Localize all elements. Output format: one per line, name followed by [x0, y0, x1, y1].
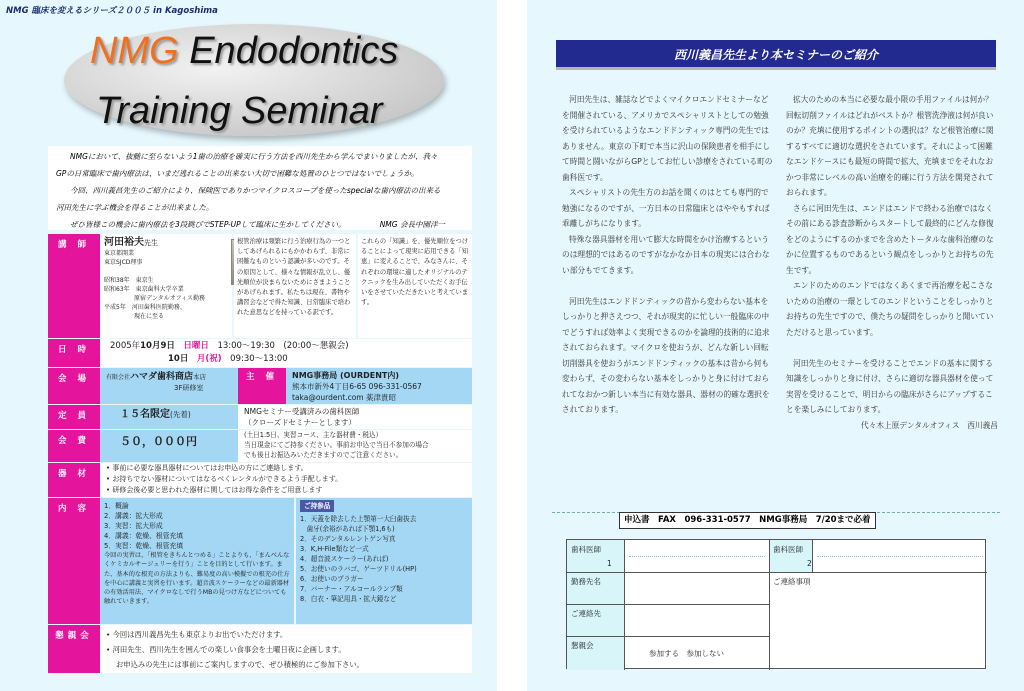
host-name: NMG事務局 (OURDENT内) — [292, 371, 400, 380]
form-doctor2-no: 2 — [807, 559, 812, 568]
equipment-detail — [100, 463, 472, 497]
schedule-date2: 10日 — [168, 354, 189, 364]
message-signature: 代々木上原デンタルオフィス 西川義昌 — [860, 420, 998, 430]
fee-amount-cell — [100, 430, 238, 462]
intro-text — [48, 146, 472, 230]
party-item: • 河田先生、西川先生を囲んでの楽しい食事会を土曜日夜に企画します。 — [106, 642, 466, 657]
content-item: 1．概論 — [104, 502, 129, 510]
venue-label: 会 場 — [48, 368, 100, 404]
capacity-target — [238, 405, 472, 429]
application-form — [566, 539, 986, 669]
career-line: 東京SJCD理事 — [104, 259, 143, 266]
career-line: 昭和63年 東京歯科大学卒業 — [104, 286, 184, 293]
host-detail — [286, 368, 472, 404]
doctor2-name-field[interactable] — [817, 556, 983, 557]
intro-signature: NMG 会長中園洋一 — [379, 220, 445, 229]
content-desc: 今回の実習は、「根管をきちんとつめる」ことよりも、「まんべんなくケミカルサージェリーを行う」ことを目的として行います。また、基本的な根充の方法よりも、難易度の高い模擬での根充の仕方を中心に講義と実習を行います。超音波スケーラーなどの最新器材の有効活用法、マイクロなしで行うMBの見つけ方などについても触れていきます。 — [104, 552, 290, 606]
host-label: 主 催 — [238, 368, 286, 404]
title-line1 — [90, 30, 398, 73]
message-paragraph: 河田先生のセミナーを受けることでエンドの基本に関する知識をしっかりと身に付け、さらに適切な器具器材を使って実習を受けることで、明日からの臨床がさらにアップすることを楽しみにしております。 — [786, 358, 994, 414]
message-paragraph: さらに河田先生は、エンドはエンドで終わる治療ではなくその前にある診査診断からスタートして最終的にどんな修復をどのようにするのかまでを含めたトータルな歯科治療のなかに位置するものであるという観点をしっかりとお持ちの先生です。 — [786, 203, 994, 275]
intro-line: 今回、西川義昌先生のご紹介により、保険医でありかつマイクロスコープを使ったspecialな歯内療法の出来る — [70, 186, 441, 195]
bring-item: 歯牙(余裕があれば下顎1,6も) — [300, 525, 395, 533]
lecturer-label: 講 師 — [48, 234, 100, 338]
message-column-1 — [562, 92, 774, 418]
schedule-weekday1: 日曜日 — [183, 341, 209, 351]
venue-section — [48, 368, 472, 404]
message-paragraph: スペシャリストの先生方のお話を聞くのはとても専門的で勉強になるのですが、一方日本の日常臨床とはややもすれば乖離しがちになります。 — [562, 188, 770, 228]
form-rule — [567, 572, 987, 573]
venue-room: 3F研修室 — [174, 384, 204, 392]
lecturer-name — [104, 237, 228, 249]
fee-notes — [238, 430, 472, 462]
content-section — [48, 498, 472, 624]
career-line: 昭和38年 東京生 — [104, 277, 154, 284]
lecturer-suffix: 先生 — [144, 239, 158, 247]
fee-note: (土日1.5日、実習コース、主な器材費・税込） — [244, 431, 383, 439]
schedule-date1: 10月9日 — [140, 341, 175, 351]
schedule-time2: 09:30〜13:00 — [230, 354, 288, 364]
bring-item: 4．超音波スケーラー(あれば) — [300, 555, 389, 563]
left-page — [0, 0, 497, 691]
lecturer-desc-1: 根管治療は頻繁に行う治療行為の一つとしてあげられるにもかかわらず、非常に困難なものという認識が多いのです。その原因として、様々な情報が乱立し、優先順位が決まらないためにさまようことがあげられます。私たちは現在、書物や講習会などで得た知識、日常臨床で培われた意思などを持っている訳です。 — [234, 234, 356, 338]
form-rule — [567, 604, 769, 605]
application-header: 申込書 FAX 096-331-0577 NMG事務局 7/20まで必着 — [619, 512, 876, 529]
capacity-note: (先着) — [170, 410, 191, 419]
bring-item: 1．天蓋を除去した上顎第一大臼歯抜去 — [300, 515, 417, 523]
message-paragraph: 拡大のための本当に必要な最小限の手用ファイルは何か？回転切削ファイルはどれがベストか？根管洗浄液は何が良いのか？充填に使用するポイントの選択は？など根管治療に関するすべてに適切な選択をされています。それによって困難なエンドケースにも最短の時間で拡大、充填までをそれなおかつ非常にレベルの高い治療を的確に行う方法を開発されておられます。 — [786, 95, 994, 197]
form-doctor1-label: 歯科医師 — [571, 545, 601, 554]
lecturer-profile — [100, 234, 232, 338]
venue-company-prefix: 有限会社 — [106, 374, 131, 381]
capacity-section — [48, 405, 472, 429]
host-address: 熊本市新外4丁目6-65 096-331-0567 — [292, 382, 422, 391]
career-line: 平成5年 河田歯科医院勤務、 — [104, 304, 186, 311]
intro-line: GPの日常臨床で歯内療法は、いまだ逃れることの出来ない大切で困難な処置のひとつではないでしょうか。 — [56, 169, 419, 178]
title-line2: Training Seminar — [96, 90, 383, 132]
schedule-day2 — [110, 353, 462, 366]
bring-item: 6．お使いのプラガー — [300, 575, 364, 583]
equipment-item: • 事前に必要な器具器材についてはお申込の方にご連絡します。 — [106, 463, 466, 474]
party-attendance-choice[interactable]: 参加する 参加しない — [649, 649, 724, 658]
bring-item: 3．K,H-File類など一式 — [300, 545, 369, 553]
capacity-who: NMGセミナー受講済みの歯科医師 — [244, 407, 360, 416]
equipment-item: • 研修会後必要と思われた器材に関してはお得な条件をご用意します — [106, 485, 466, 496]
contact-notes-field[interactable] — [773, 590, 983, 666]
career-line: 原宿デンタルオフィス勤務 — [104, 295, 205, 302]
message-paragraph: 河田先生はエンドドンティックの昔から変わらない基本をしっかりと押さえつつ、それが現実的に忙しい一般臨床の中でどうすれば効率よく実現できるのかを論理的技術的に追求されておられます。マイクロを使おうが、どんな新しい回転切削器具を使おうがエンドドンティックの基本は昔から何も変わらず、その変わらない基本をしっかりと身に付けておられてなおかつ新しい本当に有効な器具、器材の的確な選択をされております。 — [562, 296, 770, 414]
message-paragraph: 河田先生は、雑誌などでよくマイクロエンドセミナーなどを開催されている、アメリカでスペシャリストとしての勉強を受けられているようなエンドドンティック専門の先生ではありません。東京の下町で本当に沢山の保険患者を相手にして時間と闘いながらGPとしてお忙しい診療をされている町の歯科医です。 — [562, 95, 773, 182]
schedule-weekday2: 月(祝) — [196, 354, 222, 364]
form-party-label: 懇親会 — [571, 641, 594, 650]
lecturer-career — [104, 249, 228, 321]
content-label: 内 容 — [48, 498, 100, 624]
schedule-day1 — [110, 340, 462, 353]
intro-line: NMGにおいて、抜髄に至らないよう1歯の治療を確実に行う方法を西川先生から学んでまいりましたが、我々 — [70, 152, 438, 161]
lecturer-desc-2: これらの「知識」を、優先順位をつけることによって現実に応用できる「知恵」に変えることで、みなさんに、それぞれの環境に適したオリジナルのテクニックを生み出していただくお手伝いをさせていただきたいと考えています。 — [358, 234, 472, 338]
content-item: 5．実習：乾燥、根管充填 — [104, 542, 184, 550]
lecturer-section — [48, 234, 472, 338]
title-nmg: NMG — [90, 30, 179, 72]
schedule-label: 日 時 — [48, 339, 100, 367]
intro-line — [56, 216, 464, 233]
capacity-count-cell — [100, 405, 238, 429]
career-line: 現在に至る — [104, 313, 165, 320]
form-doctor1-no: 1 — [607, 559, 612, 568]
schedule-year: 2005年 — [110, 341, 141, 351]
capacity-closed: （クローズドセミナーとします） — [244, 418, 356, 427]
intro-line-text: ぜひ皆様この機会に歯内療法を3段跳びでSTEP-UPして臨床に生かしてください。 — [70, 220, 346, 229]
content-detail — [100, 498, 294, 624]
bring-item: 2．そのデンタルレントゲン写真 — [300, 535, 396, 543]
intro-banner: 西川義昌先生より本セミナーのご紹介 — [556, 40, 996, 70]
equipment-item: • お持ちでない器材についてはなるべくレンタルができるよう手配します。 — [106, 474, 466, 485]
capacity-count: １５名限定 — [120, 409, 170, 420]
content-item: 4．講義：乾燥、根管充填 — [104, 532, 184, 540]
fee-label: 会 費 — [48, 430, 100, 462]
bring-list — [296, 498, 472, 624]
party-item: • 今回は西川義昌先生も東京よりお出でいただけます。 — [106, 627, 466, 642]
title-endo: Endodontics — [178, 30, 399, 72]
form-divider — [769, 572, 770, 670]
bring-item: 7．バーナー・アルコールランプ類 — [300, 585, 403, 593]
party-label: 懇親会 — [48, 625, 100, 673]
lecturer-name-text: 河田裕夫 — [104, 237, 144, 248]
message-column-2 — [786, 92, 998, 433]
venue-company-suffix: 本店 — [193, 373, 207, 381]
venue-company: ハマダ歯科商店 — [130, 372, 194, 382]
content-item: 2．講義：拡大形成 — [104, 512, 163, 520]
form-rule — [567, 636, 769, 637]
form-office-label: 勤務先名 — [571, 577, 601, 586]
capacity-label: 定 員 — [48, 405, 100, 429]
bring-label: ご持参品 — [300, 500, 334, 512]
fee-amount: ５０，０００円 — [120, 435, 197, 448]
equipment-section — [48, 463, 472, 497]
schedule-time1: 13:00〜19:30 (20:00〜懇親会) — [217, 341, 349, 351]
party-detail — [100, 625, 472, 673]
series-tag: NMG 臨床を変えるシリーズ２００５ in Kagoshima — [6, 6, 218, 16]
fee-note: でも後日お振込みいただきますのでご注意ください。 — [244, 451, 403, 459]
host-email[interactable]: taka@ourdent.com 薬津貴昭 — [292, 393, 396, 402]
venue-detail — [100, 368, 238, 404]
schedule-section — [48, 339, 472, 367]
schedule-detail — [100, 339, 472, 367]
message-paragraph: 特殊な器具器材を用いて膨大な時間をかけ治療するというのは理想的ではあるのですがなかなか日本の現実には合わない部分もでてきます。 — [562, 234, 770, 275]
fee-note: 当日現金にてご持参ください。事前お申込で当日不参加の場合 — [244, 441, 429, 449]
party-note: お申込みの先生には事前にご案内しますので、ぜひ積極的にご参加下さい。 — [116, 660, 364, 669]
form-address-label: ご連絡先 — [571, 609, 601, 618]
bring-item: 8．白衣・筆記用具・拡大鏡など — [300, 595, 397, 603]
party-section — [48, 625, 472, 673]
career-line: 東京都開業 — [104, 250, 135, 257]
form-doctor2-label: 歯科医師 — [773, 545, 803, 554]
bring-item: 5．お使いのラバゴ、ゲーツドリル(HP) — [300, 565, 417, 573]
form-contact-label: ご連絡事項 — [773, 577, 811, 586]
equipment-label: 器 材 — [48, 463, 100, 497]
intro-line: 河田先生に学ぶ機会を得ることが出来ました。 — [56, 203, 214, 212]
address-field[interactable] — [629, 608, 765, 632]
doctor1-name-field[interactable] — [629, 556, 765, 557]
message-paragraph: エンドのためのエンドではなくあくまで再治療を起こさないための治療の一環としてのエンドということをしっかりとお持ちの先生ですので、僕たちの疑問をしっかりと聞いていただけると思っています。 — [786, 281, 994, 337]
content-item: 3．実習：拡大形成 — [104, 522, 163, 530]
fee-section — [48, 430, 472, 462]
office-field[interactable] — [629, 576, 765, 600]
